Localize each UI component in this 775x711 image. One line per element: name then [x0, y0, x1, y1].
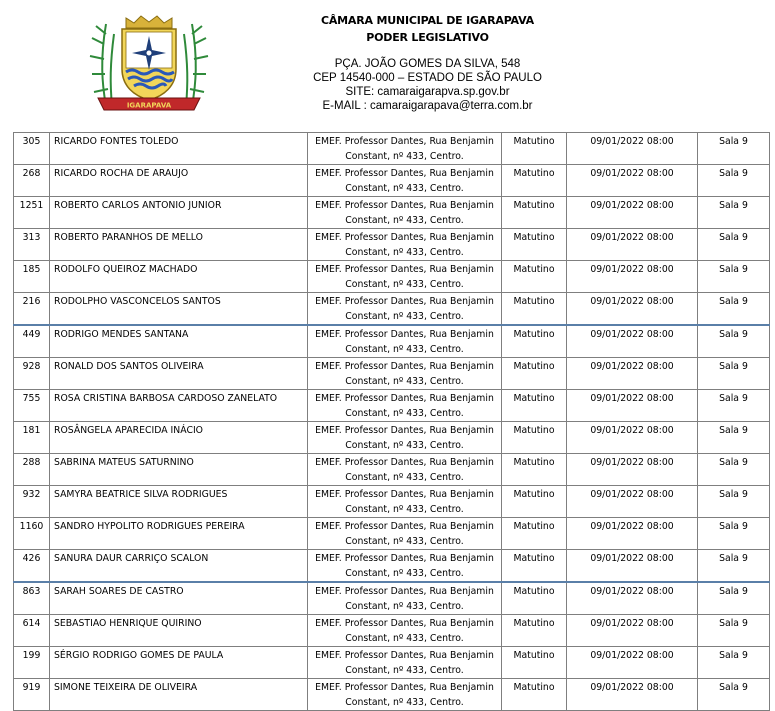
- exam-location: EMEF. Professor Dantes, Rua Benjamin Constant, nº 433, Centro.: [308, 197, 502, 229]
- candidate-name: SARAH SOARES DE CASTRO: [50, 582, 308, 615]
- exam-location: EMEF. Professor Dantes, Rua Benjamin Constant, nº 433, Centro.: [308, 454, 502, 486]
- exam-shift: Matutino: [502, 550, 567, 583]
- exam-location: EMEF. Professor Dantes, Rua Benjamin Constant, nº 433, Centro.: [308, 293, 502, 326]
- exam-shift: Matutino: [502, 454, 567, 486]
- table-row: [14, 518, 770, 550]
- exam-location: EMEF. Professor Dantes, Rua Benjamin Constant, nº 433, Centro.: [308, 165, 502, 197]
- exam-datetime: 09/01/2022 08:00: [567, 486, 698, 518]
- letterhead: [0, 0, 775, 132]
- exam-room: Sala 9: [698, 518, 770, 550]
- cep-line: CEP 14540-000 – ESTADO DE SÃO PAULO: [313, 72, 542, 84]
- table-row: [14, 133, 770, 165]
- exam-shift: Matutino: [502, 133, 567, 165]
- exam-shift: Matutino: [502, 358, 567, 390]
- candidate-id: 313: [14, 229, 50, 261]
- exam-shift: Matutino: [502, 390, 567, 422]
- exam-room: Sala 9: [698, 133, 770, 165]
- candidate-id: 755: [14, 390, 50, 422]
- table-row: [14, 293, 770, 326]
- candidate-name: RICARDO FONTES TOLEDO: [50, 133, 308, 165]
- exam-room: Sala 9: [698, 582, 770, 615]
- candidate-name: SABRINA MATEUS SATURNINO: [50, 454, 308, 486]
- letterhead-text: [300, 12, 555, 113]
- table-row: [14, 358, 770, 390]
- candidate-name: SÉRGIO RODRIGO GOMES DE PAULA: [50, 647, 308, 679]
- exam-location: EMEF. Professor Dantes, Rua Benjamin Constant, nº 433, Centro.: [308, 422, 502, 454]
- exam-shift: Matutino: [502, 518, 567, 550]
- candidate-id: 199: [14, 647, 50, 679]
- exam-datetime: 09/01/2022 08:00: [567, 358, 698, 390]
- table-row: [14, 197, 770, 229]
- table-row: [14, 486, 770, 518]
- table-row: [14, 550, 770, 583]
- exam-datetime: 09/01/2022 08:00: [567, 261, 698, 293]
- exam-shift: Matutino: [502, 615, 567, 647]
- candidate-name: ROSÂNGELA APARECIDA INÁCIO: [50, 422, 308, 454]
- candidate-name: RICARDO ROCHA DE ARAUJO: [50, 165, 308, 197]
- exam-location: EMEF. Professor Dantes, Rua Benjamin Constant, nº 433, Centro.: [308, 582, 502, 615]
- exam-location: EMEF. Professor Dantes, Rua Benjamin Constant, nº 433, Centro.: [308, 390, 502, 422]
- candidate-name: RONALD DOS SANTOS OLIVEIRA: [50, 358, 308, 390]
- exam-room: Sala 9: [698, 647, 770, 679]
- table-row: [14, 390, 770, 422]
- exam-location: EMEF. Professor Dantes, Rua Benjamin Constant, nº 433, Centro.: [308, 133, 502, 165]
- exam-location: EMEF. Professor Dantes, Rua Benjamin Constant, nº 433, Centro.: [308, 518, 502, 550]
- exam-location: EMEF. Professor Dantes, Rua Benjamin Constant, nº 433, Centro.: [308, 229, 502, 261]
- exam-datetime: 09/01/2022 08:00: [567, 582, 698, 615]
- municipal-coat-of-arms-icon: [84, 14, 214, 114]
- exam-shift: Matutino: [502, 325, 567, 358]
- candidate-name: SANDRO HYPOLITO RODRIGUES PEREIRA: [50, 518, 308, 550]
- candidate-name: RODOLFO QUEIROZ MACHADO: [50, 261, 308, 293]
- candidate-name: SANURA DAUR CARRIÇO SCALON: [50, 550, 308, 583]
- exam-datetime: 09/01/2022 08:00: [567, 550, 698, 583]
- exam-room: Sala 9: [698, 390, 770, 422]
- exam-datetime: 09/01/2022 08:00: [567, 679, 698, 711]
- candidate-id: 1160: [14, 518, 50, 550]
- candidate-id: 288: [14, 454, 50, 486]
- exam-datetime: 09/01/2022 08:00: [567, 293, 698, 326]
- candidate-table: [13, 132, 770, 711]
- exam-shift: Matutino: [502, 165, 567, 197]
- exam-room: Sala 9: [698, 486, 770, 518]
- candidate-id: 863: [14, 582, 50, 615]
- exam-room: Sala 9: [698, 325, 770, 358]
- exam-location: EMEF. Professor Dantes, Rua Benjamin Constant, nº 433, Centro.: [308, 679, 502, 711]
- exam-room: Sala 9: [698, 229, 770, 261]
- candidate-id: 919: [14, 679, 50, 711]
- table-row: [14, 261, 770, 293]
- exam-shift: Matutino: [502, 261, 567, 293]
- exam-room: Sala 9: [698, 197, 770, 229]
- institution-name: CÂMARA MUNICIPAL DE IGARAPAVA: [321, 14, 534, 27]
- exam-room: Sala 9: [698, 261, 770, 293]
- site-line: SITE: camaraigarapva.sp.gov.br: [345, 86, 510, 98]
- candidate-id: 216: [14, 293, 50, 326]
- exam-room: Sala 9: [698, 293, 770, 326]
- table-row: [14, 647, 770, 679]
- candidate-name: SIMONE TEIXEIRA DE OLIVEIRA: [50, 679, 308, 711]
- exam-shift: Matutino: [502, 422, 567, 454]
- candidate-name: ROBERTO CARLOS ANTONIO JUNIOR: [50, 197, 308, 229]
- table-row: [14, 582, 770, 615]
- table-row: [14, 615, 770, 647]
- exam-shift: Matutino: [502, 197, 567, 229]
- candidate-name: SAMYRA BEATRICE SILVA RODRIGUES: [50, 486, 308, 518]
- exam-room: Sala 9: [698, 165, 770, 197]
- exam-room: Sala 9: [698, 615, 770, 647]
- candidate-name: SEBASTIAO HENRIQUE QUIRINO: [50, 615, 308, 647]
- exam-room: Sala 9: [698, 358, 770, 390]
- exam-shift: Matutino: [502, 293, 567, 326]
- branch-name: PODER LEGISLATIVO: [366, 31, 489, 44]
- exam-location: EMEF. Professor Dantes, Rua Benjamin Constant, nº 433, Centro.: [308, 647, 502, 679]
- exam-shift: Matutino: [502, 486, 567, 518]
- candidate-id: 1251: [14, 197, 50, 229]
- exam-location: EMEF. Professor Dantes, Rua Benjamin Constant, nº 433, Centro.: [308, 358, 502, 390]
- candidate-id: 185: [14, 261, 50, 293]
- address-line: PÇA. JOÃO GOMES DA SILVA, 548: [334, 58, 521, 70]
- email-line: E-MAIL : camaraigarapava@terra.com.br: [322, 100, 533, 112]
- candidate-id: 449: [14, 325, 50, 358]
- table-row: [14, 679, 770, 711]
- candidate-id: 305: [14, 133, 50, 165]
- candidate-name: RODOLPHO VASCONCELOS SANTOS: [50, 293, 308, 326]
- candidate-name: ROBERTO PARANHOS DE MELLO: [50, 229, 308, 261]
- exam-datetime: 09/01/2022 08:00: [567, 422, 698, 454]
- candidate-id: 928: [14, 358, 50, 390]
- table-row: [14, 454, 770, 486]
- candidate-id: 181: [14, 422, 50, 454]
- exam-location: EMEF. Professor Dantes, Rua Benjamin Constant, nº 433, Centro.: [308, 550, 502, 583]
- exam-location: EMEF. Professor Dantes, Rua Benjamin Constant, nº 433, Centro.: [308, 486, 502, 518]
- exam-datetime: 09/01/2022 08:00: [567, 518, 698, 550]
- exam-room: Sala 9: [698, 454, 770, 486]
- exam-datetime: 09/01/2022 08:00: [567, 325, 698, 358]
- table-row: [14, 165, 770, 197]
- exam-datetime: 09/01/2022 08:00: [567, 454, 698, 486]
- exam-datetime: 09/01/2022 08:00: [567, 390, 698, 422]
- exam-datetime: 09/01/2022 08:00: [567, 165, 698, 197]
- candidate-id: 268: [14, 165, 50, 197]
- candidate-id: 614: [14, 615, 50, 647]
- exam-room: Sala 9: [698, 550, 770, 583]
- exam-location: EMEF. Professor Dantes, Rua Benjamin Constant, nº 433, Centro.: [308, 615, 502, 647]
- table-row: [14, 229, 770, 261]
- candidate-name: RODRIGO MENDES SANTANA: [50, 325, 308, 358]
- table-row: [14, 325, 770, 358]
- exam-datetime: 09/01/2022 08:00: [567, 197, 698, 229]
- exam-shift: Matutino: [502, 679, 567, 711]
- exam-datetime: 09/01/2022 08:00: [567, 647, 698, 679]
- exam-datetime: 09/01/2022 08:00: [567, 615, 698, 647]
- candidate-name: ROSA CRISTINA BARBOSA CARDOSO ZANELATO: [50, 390, 308, 422]
- exam-datetime: 09/01/2022 08:00: [567, 229, 698, 261]
- exam-shift: Matutino: [502, 582, 567, 615]
- candidate-id: 426: [14, 550, 50, 583]
- exam-shift: Matutino: [502, 229, 567, 261]
- crest-ribbon-text: IGARAPAVA: [126, 101, 172, 110]
- exam-location: EMEF. Professor Dantes, Rua Benjamin Constant, nº 433, Centro.: [308, 261, 502, 293]
- exam-room: Sala 9: [698, 679, 770, 711]
- exam-shift: Matutino: [502, 647, 567, 679]
- exam-room: Sala 9: [698, 422, 770, 454]
- exam-datetime: 09/01/2022 08:00: [567, 133, 698, 165]
- table-row: [14, 422, 770, 454]
- exam-location: EMEF. Professor Dantes, Rua Benjamin Constant, nº 433, Centro.: [308, 325, 502, 358]
- candidate-id: 932: [14, 486, 50, 518]
